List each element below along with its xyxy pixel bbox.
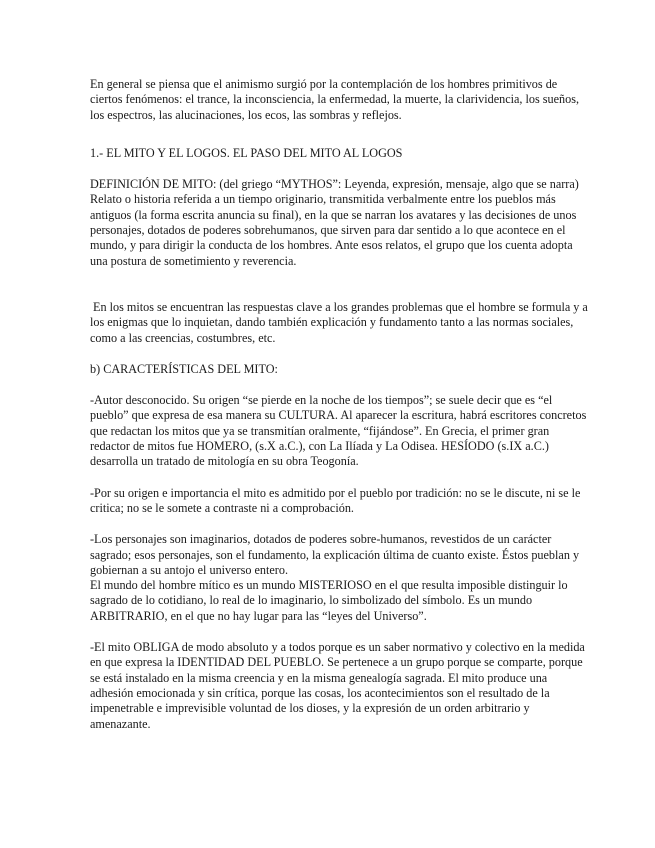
characteristic-obliga: -El mito OBLIGA de modo absoluto y a todos porque es un saber normativo y colectivo en la medida en que expresa la IDENTIDAD DEL PUEBLO. Se pertenece a un grupo porque se comparte, porque se está instalado en la misma creencia y en la misma genealogía sagrada. El mito produce una adhesión emocionada y sin crítica, porque las cosas, los acontecimientos son el resultado de la impenetrable e imprevisible voluntad de los dioses, y la expresión de un orden arbitrario y amenazante. xyxy=(90,640,585,731)
mundo-paragraph: El mundo del hombre mítico es un mundo MISTERIOSO en el que resulta imposible distinguir lo sagrado de lo cotidiano, lo real de lo imaginario, lo simbolizado del símbolo. Es un mundo ARBITRARIO, en el que no hay lugar para las “leyes del Universo”. xyxy=(90,578,568,623)
section-heading-mito-logos: 1.- EL MITO Y EL LOGOS. EL PASO DEL MITO AL LOGOS xyxy=(90,145,403,160)
characteristic-tradicion: -Por su origen e importancia el mito es admitido por el pueblo por tradición: no se le discute, ni se le critica; no se le somete a contraste ni a comprobación. xyxy=(90,485,581,515)
characteristic-personajes: -Los personajes son imaginarios, dotados de poderes sobre-humanos, revestidos de un carácter sagrado; esos personajes, son el fundamento, la explicación última de cuanto existe. Éstos pueblan y gobiernan a su antojo el universo entero. xyxy=(90,532,580,577)
characteristic-autor: -Autor desconocido. Su origen “se pierde en la noche de los tiempos”; se suele decir que es “el pueblo” que expresa de esa manera su CULTURA. Al aparecer la escritura, habrá escritores concretos que redactan los mitos que ya se transmitían oralmente, “fijándose”. En Grecia, el primer gran redactor de mitos fue HOMERO, (s.X a.C.), con La Ilíada y La Odisea. HESÍODO (s.IX a.C.) desarrolla un tratado de mitología en su obra Teogonía. xyxy=(90,393,587,469)
definition-paragraph: DEFINICIÓN DE MITO: (del griego “MYTHOS”: Leyenda, expresión, mensaje, algo que se narra) Relato o historia referida a un tiempo originario, transmitida verbalmente entre los pueblos más antiguos (la forma escrita anuncia su final), en la que se narran los avatares y las decisiones de unos personajes, dotados de poderes sobrehumanos, que sirven para dar sentido a lo que acontece en el mundo, y para dirigir la conducta de los hombres. Ante esos relatos, el grupo que los cuenta adopta una postura de sometimiento y reverencia. xyxy=(90,177,579,268)
document-page xyxy=(90,77,590,732)
mitos-paragraph xyxy=(90,300,590,346)
mitos-paragraph-text: En los mitos se encuentran las respuestas clave a los grandes problemas que el hombre se formula y a los enigmas que lo inquietan, dando también explicación y fundamento tanto a las normas sociales, como a las creencias, costumbres, etc. xyxy=(90,299,588,345)
section-heading-caracteristicas: b) CARACTERÍSTICAS DEL MITO: xyxy=(90,361,278,376)
intro-paragraph: En general se piensa que el animismo surgió por la contemplación de los hombres primitivos de ciertos fenómenos: el trance, la inconsciencia, la enfermedad, la muerte, la clarividencia, los sueños, los espectros, las alucinaciones, los ecos, las sombras y reflejos. xyxy=(90,77,579,122)
